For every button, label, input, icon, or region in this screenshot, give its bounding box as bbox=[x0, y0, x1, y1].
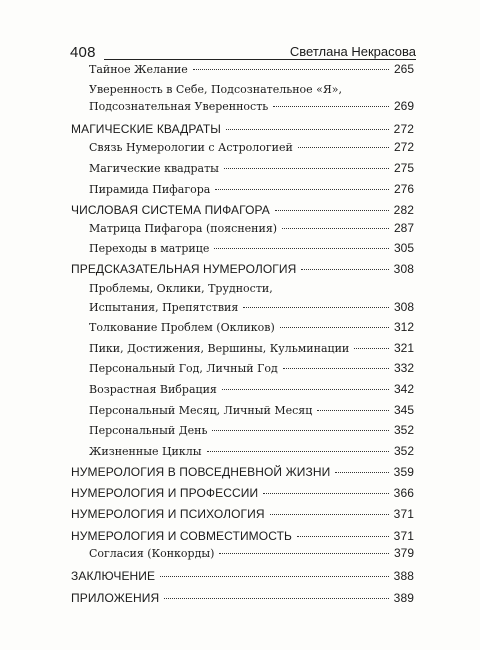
toc-entry-page: 305 bbox=[393, 241, 414, 255]
dot-leader bbox=[298, 147, 389, 148]
toc-entry-page: 352 bbox=[393, 444, 414, 458]
toc-entry-title: Подсознательная Уверенность bbox=[89, 100, 269, 113]
toc-entry bbox=[89, 382, 414, 397]
toc-entry bbox=[89, 341, 414, 356]
toc-entry-page: 312 bbox=[393, 320, 414, 334]
dot-leader bbox=[160, 576, 389, 577]
dot-leader bbox=[164, 598, 388, 599]
toc-entry-page: 308 bbox=[393, 262, 414, 276]
toc-entry-title: Персональный День bbox=[89, 424, 208, 437]
toc-entry-title: Тайное Желание bbox=[89, 63, 188, 76]
dot-leader bbox=[317, 410, 389, 411]
toc-entry-page: 379 bbox=[393, 546, 414, 560]
toc-entry bbox=[89, 423, 414, 438]
toc-entry-title: Возрастная Вибрация bbox=[89, 383, 217, 396]
toc-entry-page: 389 bbox=[393, 591, 414, 605]
toc-section-title: ПРЕДСКАЗАТЕЛЬНАЯ НУМЕРОЛОГИЯ bbox=[71, 262, 297, 276]
toc-entry bbox=[89, 62, 414, 77]
toc-entry-page: 269 bbox=[393, 99, 414, 113]
toc-entry-title: Магические квадраты bbox=[89, 162, 219, 175]
toc-entry bbox=[89, 444, 414, 459]
toc-entry bbox=[89, 361, 414, 376]
toc-entry bbox=[89, 241, 414, 256]
toc-entry bbox=[89, 182, 414, 197]
dot-leader bbox=[193, 69, 389, 70]
dot-leader bbox=[301, 269, 388, 270]
toc-entry-title: Жизненные Циклы bbox=[89, 445, 202, 458]
toc-entry-page: 272 bbox=[393, 140, 414, 154]
toc-entry bbox=[89, 403, 414, 418]
toc-section-title: НУМЕРОЛОГИЯ И ПРОФЕССИИ bbox=[71, 486, 259, 500]
toc-entry-title: Испытания, Препятствия bbox=[89, 301, 239, 314]
toc-entry-page: 342 bbox=[393, 382, 414, 396]
toc-section-title: ЧИСЛОВАЯ СИСТЕМА ПИФАГОРА bbox=[71, 203, 270, 217]
toc-entry-title-line: Проблемы, Оклики, Трудности, bbox=[89, 282, 273, 295]
toc-entry-title: Переходы в матрице bbox=[89, 242, 210, 255]
toc-entry bbox=[89, 320, 414, 335]
toc-entry bbox=[89, 300, 414, 315]
running-head-author: Светлана Некрасова bbox=[289, 44, 416, 59]
dot-leader bbox=[275, 210, 389, 211]
toc-section-title: ПРИЛОЖЕНИЯ bbox=[71, 591, 160, 605]
dot-leader bbox=[263, 493, 388, 494]
toc-entry-page: 265 bbox=[393, 62, 414, 76]
dot-leader bbox=[354, 348, 389, 349]
toc-section bbox=[71, 529, 414, 544]
toc-section bbox=[71, 591, 414, 606]
toc-entry-page: 308 bbox=[393, 300, 414, 314]
dot-leader bbox=[335, 472, 388, 473]
toc-entry-page: 332 bbox=[393, 361, 414, 375]
toc-entry-title: Связь Нумерологии с Астрологией bbox=[89, 141, 293, 154]
toc-section bbox=[71, 262, 414, 277]
toc-section bbox=[71, 122, 414, 137]
page-number: 408 bbox=[70, 44, 96, 61]
toc-section-title: НУМЕРОЛОГИЯ В ПОВСЕДНЕВНОЙ ЖИЗНИ bbox=[71, 465, 331, 479]
toc-entry-title: Толкование Проблем (Окликов) bbox=[89, 321, 275, 334]
toc-entry-page: 371 bbox=[393, 507, 414, 521]
toc-entry-page: 321 bbox=[393, 341, 414, 355]
dot-leader bbox=[222, 389, 389, 390]
dot-leader bbox=[226, 129, 389, 130]
toc-entry-title: Пики, Достижения, Вершины, Кульминации bbox=[89, 342, 350, 355]
dot-leader bbox=[270, 514, 389, 515]
toc-entry-title: Персональный Месяц, Личный Месяц bbox=[89, 404, 313, 417]
toc-entry-page: 371 bbox=[393, 529, 414, 543]
toc-entry-title: Матрица Пифагора (пояснения) bbox=[89, 222, 278, 235]
dot-leader bbox=[224, 168, 389, 169]
toc-entry-page: 352 bbox=[393, 423, 414, 437]
toc-entry-page: 359 bbox=[393, 465, 414, 479]
toc-section-title: НУМЕРОЛОГИЯ И ПСИХОЛОГИЯ bbox=[71, 507, 265, 521]
dot-leader bbox=[273, 106, 389, 107]
toc-section bbox=[71, 203, 414, 218]
dot-leader bbox=[243, 307, 389, 308]
dot-leader bbox=[297, 536, 389, 537]
toc-entry-page: 287 bbox=[393, 221, 414, 235]
toc-entry-page: 276 bbox=[393, 182, 414, 196]
toc-section-title: МАГИЧЕСКИЕ КВАДРАТЫ bbox=[71, 122, 221, 136]
toc-entry-page: 275 bbox=[393, 161, 414, 175]
dot-leader bbox=[282, 228, 389, 229]
dot-leader bbox=[214, 248, 389, 249]
dot-leader bbox=[280, 327, 389, 328]
toc-section-title: НУМЕРОЛОГИЯ И СОВМЕСТИМОСТЬ bbox=[71, 529, 292, 543]
toc-section-title: ЗАКЛЮЧЕНИЕ bbox=[71, 569, 156, 583]
toc-entry bbox=[89, 99, 414, 114]
toc-section bbox=[71, 465, 414, 480]
toc-entry bbox=[89, 140, 414, 155]
dot-leader bbox=[219, 553, 389, 554]
toc-section bbox=[71, 507, 414, 522]
toc-entry bbox=[89, 546, 414, 561]
toc-entry-page: 388 bbox=[393, 569, 414, 583]
toc-section bbox=[71, 569, 414, 584]
toc-entry-page: 366 bbox=[393, 486, 414, 500]
toc-entry bbox=[89, 161, 414, 176]
dot-leader bbox=[207, 451, 389, 452]
toc-entry-title: Согласия (Конкорды) bbox=[89, 547, 215, 560]
dot-leader bbox=[212, 430, 388, 431]
toc-section bbox=[71, 486, 414, 501]
dot-leader bbox=[283, 368, 389, 369]
toc-entry-title-line: Уверенность в Себе, Подсознательное «Я», bbox=[89, 83, 342, 96]
toc-entry-page: 282 bbox=[393, 203, 414, 217]
toc-entry-page: 272 bbox=[393, 122, 414, 136]
dot-leader bbox=[215, 189, 389, 190]
toc-entry-title: Пирамида Пифагора bbox=[89, 183, 211, 196]
toc-entry-title: Персональный Год, Личный Год bbox=[89, 362, 278, 375]
toc-entry-page: 345 bbox=[393, 403, 414, 417]
toc-entry bbox=[89, 221, 414, 236]
